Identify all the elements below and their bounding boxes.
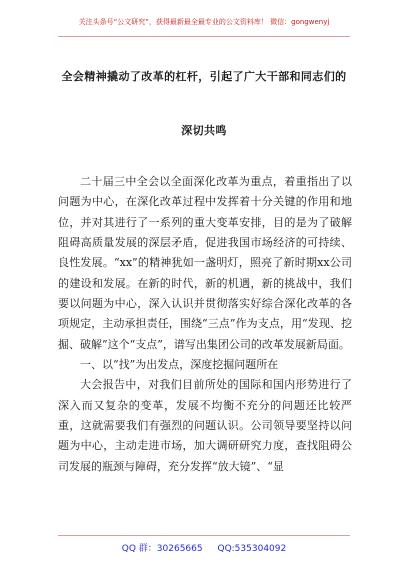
- page-header: 关注头条号“公文研究”，获得最新最全最专业的公文资料库！ 微信：gongwenyj: [78, 18, 330, 26]
- header-divider: [58, 36, 350, 37]
- footer-divider: [58, 535, 350, 536]
- document-title: 全会精神撬动了改革的杠杆，引起了广大干部和同志们的: [61, 70, 347, 83]
- page-footer: [0, 541, 408, 554]
- qq-group-number: QQ 群：30265665: [121, 544, 203, 554]
- qq-contact-number: QQ:535304092: [217, 544, 287, 554]
- document-title-continued: 深切共鸣: [181, 124, 227, 137]
- body-paragraph: 二十届三中全会以全面深化改革为重点，着重指出了以问题为中心，在深化改革过程中发挥着十分关键的作用和地位，并对其进行了一系列的重大变革安排，目的是为了破解阻碍高质量发展的深层矛盾，促进我国市场经济的可持续、良性发展。“xx”的精神犹如一盏明灯，照亮了新时期xx公司的建设和发展。在新的时代，新的机遇，新的挑战中，我们要以问题为中心，深入认识并贯彻落实好综合深化改革的各项规定，主动承担责任，围绕“三点”作为支点，用“发现、挖掘、破解”这个“支点”，谱写出集团公司的改革发展新局面。: [58, 175, 352, 351]
- body-paragraph: 大会报告中，对我们目前所处的国际和国内形势进行了深入而又复杂的变革，发展不均衡不充分的问题还比较严重，这就需要我们有强烈的问题认识。公司领导要坚持以问题为中心，主动走进市场，加大调研研究力度，查找阻碍公司发展的瓶颈与障碍，充分发挥“放大镜”、“显: [58, 378, 352, 473]
- document-body: [58, 172, 352, 477]
- section-heading: 一、以“找”为出发点，深度挖掘问题所在: [80, 358, 279, 372]
